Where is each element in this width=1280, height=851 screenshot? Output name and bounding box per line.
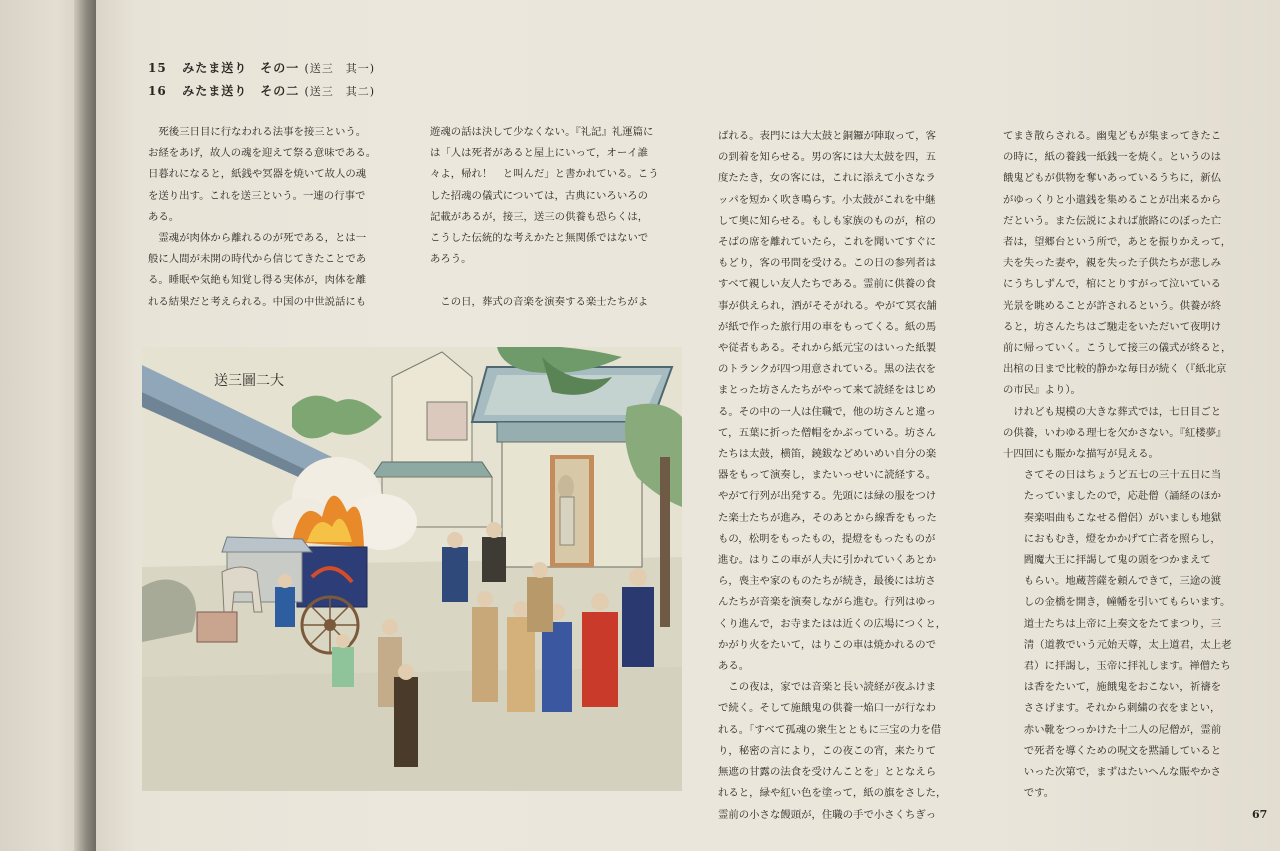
text-line: まとった坊さんたちがやって来て読経をはじめ: [718, 384, 936, 397]
text-line: の時に，紙の養銭一紙銭一を焼く。というのは: [1003, 151, 1221, 164]
text-line: この夜は，家では音楽と長い読経が夜ふけま: [718, 681, 937, 694]
text-line: れる。「すべて孤魂の衆生とともに三宝の力を借: [718, 723, 942, 736]
text-line: 夫を失った妻や，親を失った子供たちが悲しみ: [1003, 257, 1221, 270]
heading-subtitle: (送三 其一): [304, 62, 376, 75]
text-line: 君）に拝謁し，玉帝に拝礼します。禅僧たち: [1003, 660, 1231, 673]
text-line: すべて親しい友人たちである。霊前に供養の食: [718, 278, 936, 291]
text-line: におもむき，燈をかかげて亡者を照らし，: [1003, 532, 1221, 545]
text-line: てまき散らされる。幽鬼どもが集まってきたこ: [1003, 130, 1222, 142]
heading-number: 15: [148, 61, 167, 75]
text-line: 記載があるが，接三，送三の供養も恐らくは，: [430, 210, 649, 223]
text-line: の供養，いわゆる理七を欠かさない。『紅楼夢』: [1003, 426, 1227, 439]
text-line: たちは太鼓，横笛，鐃鈸などめいめい自分の楽: [718, 448, 937, 461]
text-line: くり進んで，お寺またはは近くの広場につくと，: [718, 617, 947, 630]
text-line: もどり，客の弔問を受ける。この日の参列者は: [718, 257, 937, 270]
text-line: は香をたいて，施餓鬼をおこない，祈禱を: [1003, 681, 1221, 694]
text-line: や従者もある。それから紙元宝のはいった紙製: [718, 342, 937, 355]
heading-title: みたま送り その二: [182, 84, 300, 98]
text-line: 般に人間が未開の時代から信じてきたことであ: [148, 253, 367, 266]
book-gutter: [74, 0, 96, 851]
text-line: いった次第で，まずはたいへんな賑やかさ: [1003, 766, 1221, 779]
text-line: だという。また伝説によれば旅路にのぼった亡: [1003, 214, 1222, 227]
heading-subtitle: (送三 其二): [304, 85, 376, 98]
text-line: 死後三日目に行なわれる法事を接三という。: [148, 126, 367, 138]
text-line: [430, 270, 659, 291]
heading-15: [148, 59, 375, 76]
text-line: 進む。はりこの車が人夫に引かれていくあとか: [718, 554, 937, 567]
text-line: ばれる。表門には大太鼓と銅鑼が陣取って，客: [718, 130, 936, 142]
text-line: こうした伝統的な考えかたと無関係ではないで: [430, 232, 649, 245]
text-line: て，五葉に折った僧帽をかぶっている。坊さん: [718, 426, 936, 439]
text-line: で続く。そして施餓鬼の供養一焔口一が行なわ: [718, 702, 936, 715]
text-line: あろう。: [430, 253, 472, 266]
text-line: 事が供えられ，酒がそそがれる。やがて冥衣舗: [718, 299, 937, 312]
heading-16: [148, 82, 375, 99]
text-line: で死者を導くための呪文を黙誦していると: [1003, 744, 1222, 757]
text-line: 無遮の甘露の法食を受けんことを」ととなえら: [718, 766, 937, 779]
text-line: た楽士たちが進み，そのあとから線香をもった: [718, 511, 937, 524]
text-line: ある。: [718, 660, 750, 673]
text-line: れる結果だと考えられる。中国の中世説話にも: [148, 295, 367, 308]
text-line: 日暮れになると，紙銭や冥器を焼いて故人の魂: [148, 168, 367, 181]
text-line: んたちが音楽を演奏しながら進む。行列はゆっ: [718, 596, 937, 609]
text-line: 度たたき，女の客には，これに添えて小さなラ: [718, 172, 936, 185]
text-line: は「人は死者があると屋上にいって，オーイ誰: [430, 147, 648, 160]
text-line: 々よ，帰れ！ と叫んだ」と書かれている。こう: [430, 168, 659, 181]
text-column-1: [148, 122, 376, 313]
text-line: さてその日はちょうど五七の三十五日に当: [1003, 469, 1222, 482]
text-line: 奏楽唱曲もこなせる僧侶）がいましも地獄: [1003, 511, 1222, 524]
text-line: 光景を眺めることが許されるという。供養が終: [1003, 299, 1222, 312]
text-line: が紙で作った旅行用の車をもってくる。紙の馬: [718, 320, 937, 333]
text-line: やがて行列が出発する。先頭には緑の服をつけ: [718, 490, 937, 503]
text-line: 赤い靴をつっかけた十二人の尼僧が，霊前: [1003, 723, 1222, 736]
text-line: けれども規模の大きな葬式では，七日目ごと: [1003, 405, 1222, 418]
text-line: かがり火をたいて，はりこの車は焼かれるので: [718, 638, 936, 651]
text-line: る。睡眠や気絶も知覚し得る実体が，肉体を離: [148, 274, 367, 287]
text-line: して奥に知らせる。もしも家族のものが，棺の: [718, 214, 936, 227]
text-line: しの金橋を開き，幢幡を引いてもらいます。: [1003, 596, 1231, 609]
text-line: がゆっくりと小遣銭を集めることが出来るから: [1003, 193, 1222, 206]
text-line: 前に帰っていく。こうして接三の儀式が終ると，: [1003, 342, 1232, 355]
text-line: の市民』より）。: [1003, 384, 1081, 397]
text-line: もの，松明をもったもの，提燈をもったものが: [718, 532, 936, 545]
text-line: る。その中の一人は住職で，他の坊さんと違っ: [718, 405, 936, 418]
text-line: ッパを短かく吹き鳴らす。小太鼓がこれを中継: [718, 193, 936, 206]
text-line: この日，葬式の音楽を演奏する楽士たちがよ: [430, 295, 649, 308]
text-line: もらい。地蔵菩薩を頼んできて，三途の渡: [1003, 575, 1221, 588]
text-line: 清（道教でいう元始天尊，太上道君，太上老: [1003, 638, 1232, 651]
text-column-2: [430, 122, 659, 313]
page-number: 67: [1252, 808, 1268, 821]
heading-number: 16: [148, 84, 167, 98]
text-line: り，秘密の言により，この夜この宵，来たりて: [718, 744, 937, 757]
text-line: お経をあげ，故人の魂を迎えて祭る意味である。: [148, 147, 377, 160]
text-line: です。: [1003, 787, 1055, 800]
text-line: 餓鬼どもが供物を奪いあっているうちに，新仏: [1003, 172, 1222, 185]
text-line: 遊魂の話は決して少なくない。『礼記』礼運篇に: [430, 126, 654, 138]
text-line: 十四回にも賑かな描写が見える。: [1003, 448, 1159, 461]
text-line: した招魂の儀式については，古典にいろいろの: [430, 189, 648, 202]
text-line: 出棺の日まで比較的静かな毎日が続く（『紙北京: [1003, 363, 1227, 376]
text-line: たっていましたので，応赴僧（誦経のほか: [1003, 490, 1221, 503]
text-line: にうちしずんで，棺にとりすがって泣いている: [1003, 278, 1221, 291]
text-line: ら，喪主や家のものたちが続き，最後には坊さ: [718, 575, 936, 588]
funeral-procession-illustration: [142, 347, 682, 791]
text-line: 器をもって演奏し，またいっせいに読経する。: [718, 469, 937, 482]
text-line: を送り出す。これを送三という。一連の行事で: [148, 189, 366, 202]
text-line: 者は，望郷台という所で，あとを振りかえって，: [1003, 236, 1232, 249]
text-line: ささげます。それから刺繍の衣をまとい，: [1003, 702, 1221, 715]
text-line: 霊前の小さな饅頭が，住職の手で小さくちぎっ: [718, 808, 937, 821]
text-line: 霊魂が肉体から離れるのが死である，とは一: [148, 232, 367, 245]
text-line: れると，緑や紅い色を塗って，紙の旗をさした，: [718, 787, 947, 800]
text-line: ると，坊さんたちはご馳走をいただいて夜明け: [1003, 320, 1222, 333]
text-line: のトランクが四つ用意されている。黒の法衣を: [718, 363, 936, 376]
text-column-3: [718, 126, 946, 826]
heading-title: みたま送り その一: [182, 61, 300, 75]
text-line: の到着を知らせる。男の客には大太鼓を四，五: [718, 151, 936, 164]
text-line: 閻魔大王に拝謁して鬼の頭をつかまえて: [1003, 554, 1211, 567]
illustration-inscription: 送三圖二大: [214, 373, 284, 389]
text-column-4: [1003, 126, 1232, 805]
text-line: ある。: [148, 210, 180, 223]
text-line: そばの席を離れていたら，これを聞いてすぐに: [718, 236, 937, 249]
text-line: 道士たちは上帝に上奏文をたてまつり，三: [1003, 617, 1222, 630]
